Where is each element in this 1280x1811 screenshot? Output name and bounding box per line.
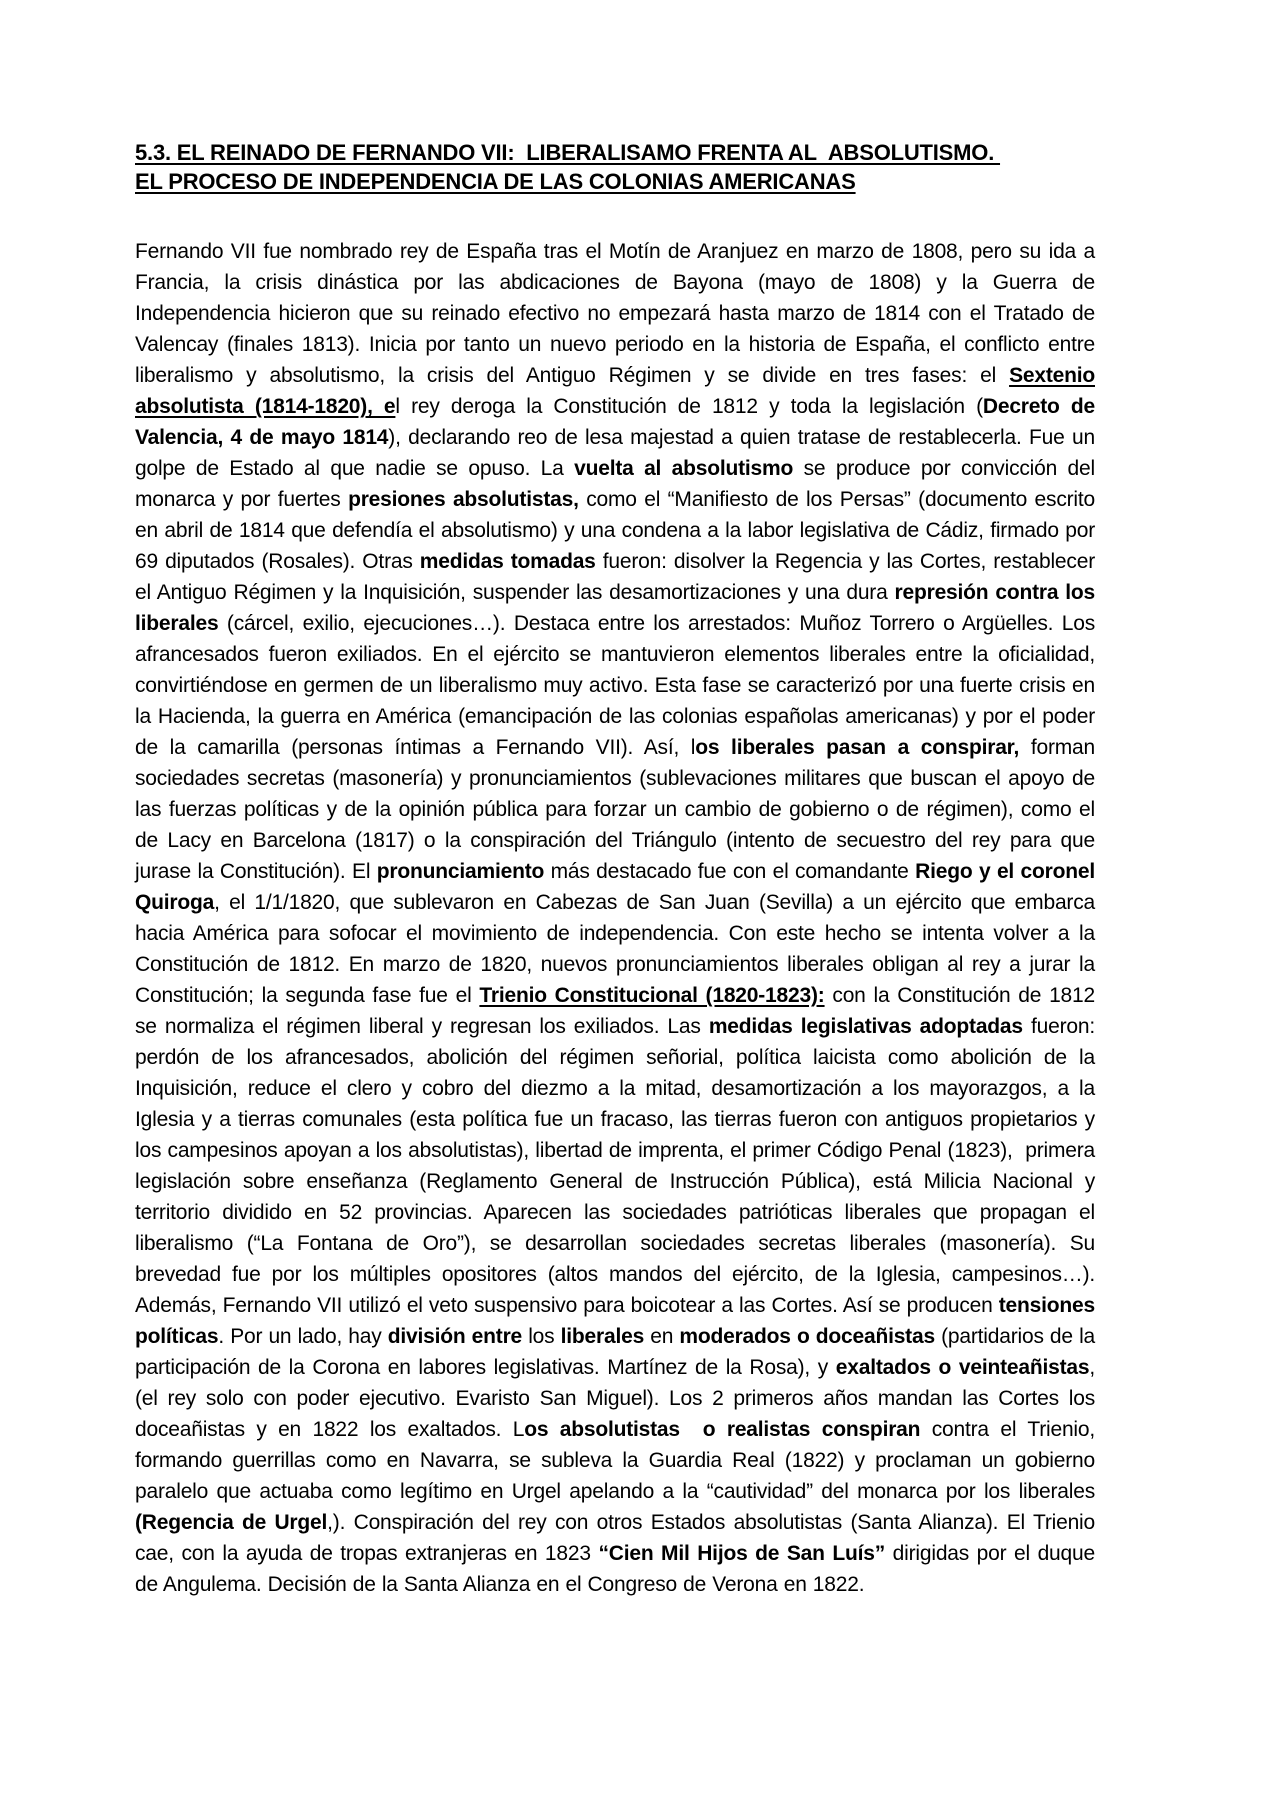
- text-run: dirigidas por el duque de Angulema. Decisión de la Santa Alianza en el Congreso de Verona en 1822.: [135, 1542, 1095, 1596]
- text-run: presiones absolutistas,: [348, 488, 579, 511]
- text-run: división entre: [387, 1325, 523, 1348]
- text-run: , (el rey solo con poder ejecutivo. Evaristo San Miguel). Los 2 primeros años mandan las Cortes los doceañistas y en 1822 los exaltados. L: [135, 1356, 1095, 1441]
- text-run: los: [522, 1325, 561, 1348]
- text-run: forman sociedades secretas (masonería) y pronunciamientos (sublevaciones militares que buscan el apoyo de las fuerzas políticas y de la opinión pública para forzar un cambio de gobierno o de régimen), como el de Lacy en Barcelona (1817) o la conspiración del Triángulo (intento de secuestro del rey para que jurase la Constitución). El: [135, 736, 1095, 883]
- text-run: os absolutistas o realistas conspiran: [524, 1418, 921, 1441]
- text-run: medidas legislativas adoptadas: [708, 1015, 1023, 1038]
- text-run: Decreto de Valencia, 4 de mayo 1814: [135, 395, 1095, 449]
- text-run: Trienio Constitucional (1820-1823):: [479, 984, 825, 1007]
- text-run: pronunciamiento: [376, 860, 545, 883]
- body-paragraph: [135, 236, 1095, 1600]
- text-run: ), declarando reo de lesa majestad a quien tratase de restablecerla. Fue un golpe de Estado al que nadie se opuso. La: [135, 426, 1095, 480]
- text-run: moderados o doceañistas: [679, 1325, 935, 1348]
- text-run: en: [644, 1325, 680, 1348]
- text-run: con la Constitución de 1812 se normaliza el régimen liberal y regresan los exiliados. Las: [135, 984, 1095, 1038]
- text-run: ,). Conspiración del rey con otros Estados absolutistas (Santa Alianza). El Trienio cae, con la ayuda de tropas extranjeras en 1823: [135, 1511, 1095, 1565]
- text-run: fueron: disolver la Regencia y las Cortes, restablecer el Antiguo Régimen y la Inquisición, suspender las desamortizaciones y una dura: [135, 550, 1095, 604]
- document-title-line-1: 5.3. EL REINADO DE FERNANDO VII: LIBERALISAMO FRENTA AL ABSOLUTISMO.: [135, 140, 1001, 165]
- text-run: contra el Trienio, formando guerrillas como en Navarra, se subleva la Guardia Real (1822) y proclaman un gobierno paralelo que actuaba como legítimo en Urgel apelando a la “cautividad” del monarca por los liberales: [135, 1418, 1095, 1503]
- document-title: [135, 138, 1095, 196]
- text-run: Sextenio absolutista (1814-1820), e: [135, 364, 1095, 418]
- text-run: Fernando VII fue nombrado rey de España tras el Motín de Aranjuez en marzo de 1808, pero su ida a Francia, la crisis dinástica por las abdicaciones de Bayona (mayo de 1808) y la Guerra de Independencia hicieron que su reinado efectivo no empezará hasta marzo de 1814 con el Tratado de Valencay (finales 1813). Inicia por tanto un nuevo periodo en la historia de España, el conflicto entre liberalismo y absolutismo, la crisis del Antiguo Régimen y se divide en tres fases: el: [135, 240, 1095, 387]
- text-run: os liberales pasan a conspirar,: [695, 736, 1020, 759]
- text-run: tensiones políticas: [135, 1294, 1095, 1348]
- text-run: vuelta al absolutismo: [574, 457, 794, 480]
- text-run: fueron: perdón de los afrancesados, abolición del régimen señorial, política laicista como abolición de la Inquisición, reduce el clero y cobro del diezmo a la mitad, desamortización a los mayorazgos, a la Iglesia y a tierras comunales (esta política fue un fracaso, las tierras fueron con antiguos propietarios y los campesinos apoyan a los absolutistas), libertad de imprenta, el primer Código Penal (1823), primera legislación sobre enseñanza (Reglamento General de Instrucción Pública), está Milicia Nacional y territorio dividido en 52 provincias. Aparecen las sociedades patrióticas liberales que propagan el liberalismo (“La Fontana de Oro”), se desarrollan sociedades secretas liberales (masonería). Su brevedad fue por los múltiples opositores (altos mandos del ejército, de la Iglesia, campesinos…). Además, Fernando VII utilizó el veto suspensivo para boicotear a las Cortes. Así se producen: [135, 1015, 1095, 1317]
- text-run: medidas tomadas: [419, 550, 596, 573]
- document-title-line-2: EL PROCESO DE INDEPENDENCIA DE LAS COLONIAS AMERICANAS: [135, 169, 856, 194]
- text-run: exaltados o veinteañistas: [835, 1356, 1090, 1379]
- text-run: . Por un lado, hay: [218, 1325, 388, 1348]
- text-run: se produce por convicción del monarca y por fuertes: [135, 457, 1095, 511]
- text-run: como el “Manifiesto de los Persas” (documento escrito en abril de 1814 que defendía el absolutismo) y una condena a la labor legislativa de Cádiz, firmado por 69 diputados (Rosales). Otras: [135, 488, 1096, 573]
- text-run: (cárcel, exilio, ejecuciones…). Destaca entre los arrestados: Muñoz Torrero o Argüelles. Los afrancesados fueron exiliados. En el ejército se mantuvieron elementos liberales entre la oficialidad, convirtiéndose en germen de un liberalismo muy activo. Esta fase se caracterizó por una fuerte crisis en la Hacienda, la guerra en América (emancipación de las colonias españolas americanas) y por el poder de la camarilla (personas íntimas a Fernando VII). Así, l: [135, 612, 1095, 759]
- text-run: más destacado fue con el comandante: [544, 860, 916, 883]
- text-run: represión contra los liberales: [135, 581, 1095, 635]
- text-run: (partidarios de la participación de la Corona en labores legislativas. Martínez de la Rosa), y: [135, 1325, 1096, 1379]
- text-run: , el 1/1/1820, que sublevaron en Cabezas de San Juan (Sevilla) a un ejército que embarca hacia América para sofocar el movimiento de independencia. Con este hecho se intenta volver a la Constitución de 1812. En marzo de 1820, nuevos pronunciamientos liberales obligan al rey a jurar la Constitución; la segunda fase fue el: [135, 891, 1095, 1007]
- text-run: l rey deroga la Constitución de 1812 y toda la legislación (: [395, 395, 983, 418]
- text-run: Riego y el coronel Quiroga: [135, 860, 1095, 914]
- text-run: (Regencia de Urgel: [135, 1511, 328, 1534]
- text-run: liberales: [560, 1325, 645, 1348]
- text-run: “Cien Mil Hijos de San Luís”: [598, 1542, 886, 1565]
